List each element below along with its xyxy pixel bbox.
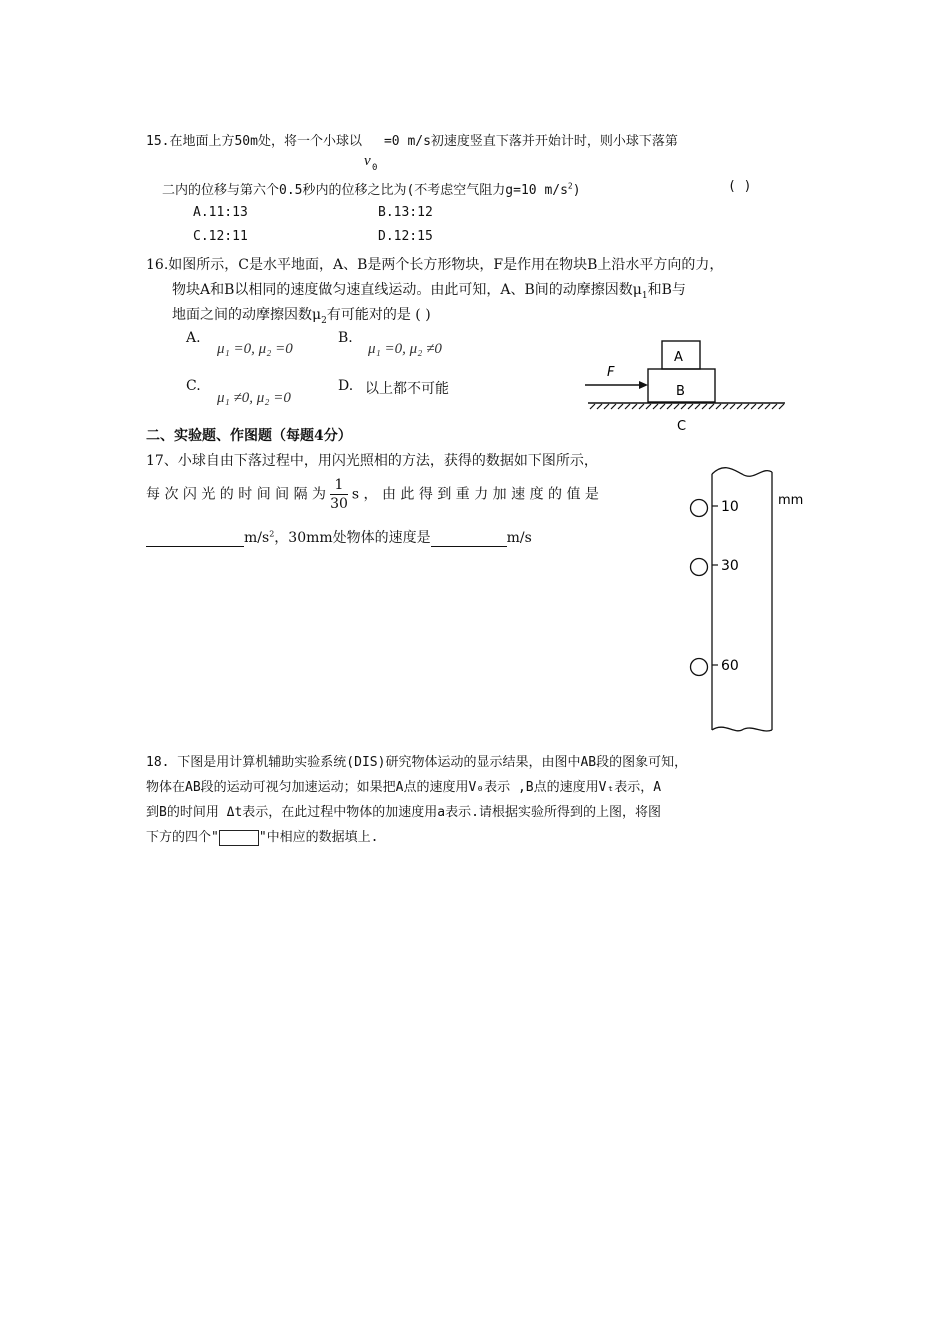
q17-line1: 17、小球自由下落过程中，用闪光照相的方法，获得的数据如下图所示， [146,453,598,469]
q16-line3-sub: 2 [321,315,327,326]
q15-line1-start: 15.在地面上方50m处，将一个小球以 [146,134,362,149]
q15-line2 [162,179,581,198]
q15-line1-end: =0 m/s初速度竖直下落并开始计时，则小球下落第 [383,134,678,149]
ground-label: C [677,419,687,433]
q18-line3: 到B的时间用 Δt表示，在此过程中物体的加速度用a表示.请根据实验所得到的上图，将图 [146,805,661,820]
section-2-title: 二、实验题、作图题（每题4分） [146,428,352,444]
q17-line2-end: s ， 由 此 得 到 重 力 加 速 度 的 值 是 [351,486,599,503]
q17-fraction [330,476,348,513]
v-symbol: v [363,153,371,169]
block-b-label: B [676,384,685,399]
q17-unit-1: m/s [244,530,270,546]
q17-flash-photo-figure [684,460,814,735]
q16-option-b-formula: μ₁ =0, μ₂ ≠0 [368,341,442,357]
q16-line2-sub: 1 [641,290,648,301]
force-arrowhead [639,381,648,389]
q18-line4-start: 下方的四个" [146,830,219,845]
mark-label-2: 30 [721,558,739,574]
q18-line4 [146,826,378,846]
q17-line3 [146,527,532,547]
q15-option-c: C.12:11 [193,229,248,244]
q17-line3-mid: ，30mm处物体的速度是 [274,530,431,546]
q16-option-b-label: B. [338,330,353,346]
q18-line1: 18. 下图是用计算机辅助实验系统(DIS)研究物体运动的显示结果，由图中AB段的图象可知， [146,755,688,770]
q17-unit-2: m/s [506,530,532,546]
q17-unit-sup: 2 [269,529,275,539]
q16-option-d-text: 以上都不可能 [365,381,449,397]
q15-option-d: D.12:15 [378,229,433,244]
q15-option-b: B.13:12 [378,205,433,220]
q16-option-a-formula: μ₁ =0, μ₂ =0 [217,341,293,357]
ruler-bottom-wavy-edge [712,727,772,731]
q15-line1 [146,130,678,173]
q15-line2-end: ) [572,183,581,198]
answer-blank-v[interactable] [431,532,507,547]
q16-line3 [172,304,431,326]
q16-option-a-label: A. [186,330,201,346]
q16-option-c-label: C. [186,378,201,394]
ball-position-1 [691,500,708,517]
q18-line2: 物体在AB段的运动可视匀加速运动；如果把A点的速度用V₀表示 ,B点的速度用Vₜ表示，A [146,780,662,795]
fraction-denominator: 30 [330,496,348,512]
q16-line3-text: 地面之间的动摩擦因数μ [172,307,322,323]
q15-line2-text: 二内的位移与第六个0.5秒内的位移之比为(不考虑空气阻力g=10 m/s [162,183,568,198]
q16-line2 [172,279,686,301]
fraction-numerator: 1 [330,476,348,495]
ruler-top-wavy-edge [712,468,772,477]
unit-label: mm [778,493,804,508]
q15-option-a: A.11:13 [193,205,248,220]
answer-blank-g[interactable] [146,532,244,547]
q15-answer-paren: ( ) [728,179,752,194]
force-label: F [607,365,615,380]
q18-line4-end: "中相应的数据填上. [258,830,379,845]
block-a-label: A [674,350,683,365]
ball-position-2 [691,559,708,576]
q16-blocks-figure [585,338,795,433]
q17-line2 [146,476,599,513]
q16-option-c-formula: μ₁ ≠0, μ₂ =0 [217,390,291,406]
q16-option-d-label: D. [338,378,354,394]
answer-box-icon [219,830,259,846]
mark-label-1: 10 [721,499,739,515]
mark-label-3: 60 [721,658,739,674]
q16-line2-end: 和B与 [647,282,686,298]
q16-line2-text: 物块A和B以相同的速度做匀速直线运动。由此可知，A、B间的动摩擦因数μ [172,282,642,298]
q17-line2-start: 每 次 闪 光 的 时 间 间 隔 为 [146,486,327,503]
q16-line1: 16.如图所示，C是水平地面，A、B是两个长方形物块，F是作用在物块B上沿水平方向的力， [146,257,724,273]
ball-position-3 [691,659,708,676]
ground-hatching [590,404,784,409]
v-subscript: 0 [371,163,378,173]
q16-line3-end: 有可能对的是 ( ) [326,307,431,323]
q15-line2-sup: 2 [567,181,573,191]
